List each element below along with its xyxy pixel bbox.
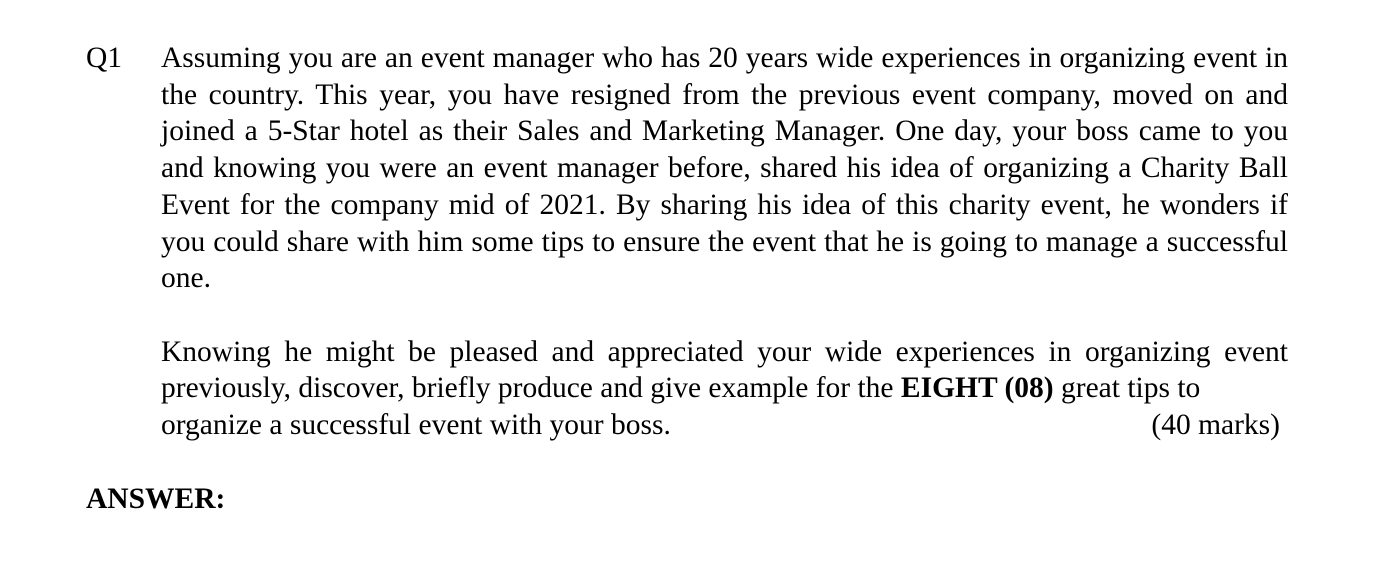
- task-emphasis: EIGHT (08): [900, 372, 1054, 405]
- task-text-final: organize a successful event with your boss.: [161, 409, 671, 442]
- task-text-tail: great tips to: [1053, 372, 1201, 405]
- task-text-lead: Knowing he might be pleased and appreciated your wide experiences in organizing event previously, discover, briefly produce and give example for the: [161, 335, 1288, 405]
- answer-heading: ANSWER:: [86, 483, 226, 515]
- task-final-line: [161, 407, 1288, 444]
- question-paragraph-task: [161, 334, 1288, 407]
- question-number: Q1: [86, 42, 123, 74]
- marks-allocation: (40 marks): [1151, 409, 1280, 442]
- question-body: [161, 40, 1288, 444]
- question-paragraph-scenario: Assuming you are an event manager who has 20 years wide experiences in organizing event in the country. This year, you have resigned from the previous event company, moved on and joined a 5-Star hotel as their Sales and Marketing Manager. One day, your boss came to you and knowing you were an event manager before, shared his idea of organizing a Charity Ball Event for the company mid of 2021. By sharing his idea of this charity event, he wonders if you could share with him some tips to ensure the event that he is going to manage a successful one.: [161, 42, 1288, 295]
